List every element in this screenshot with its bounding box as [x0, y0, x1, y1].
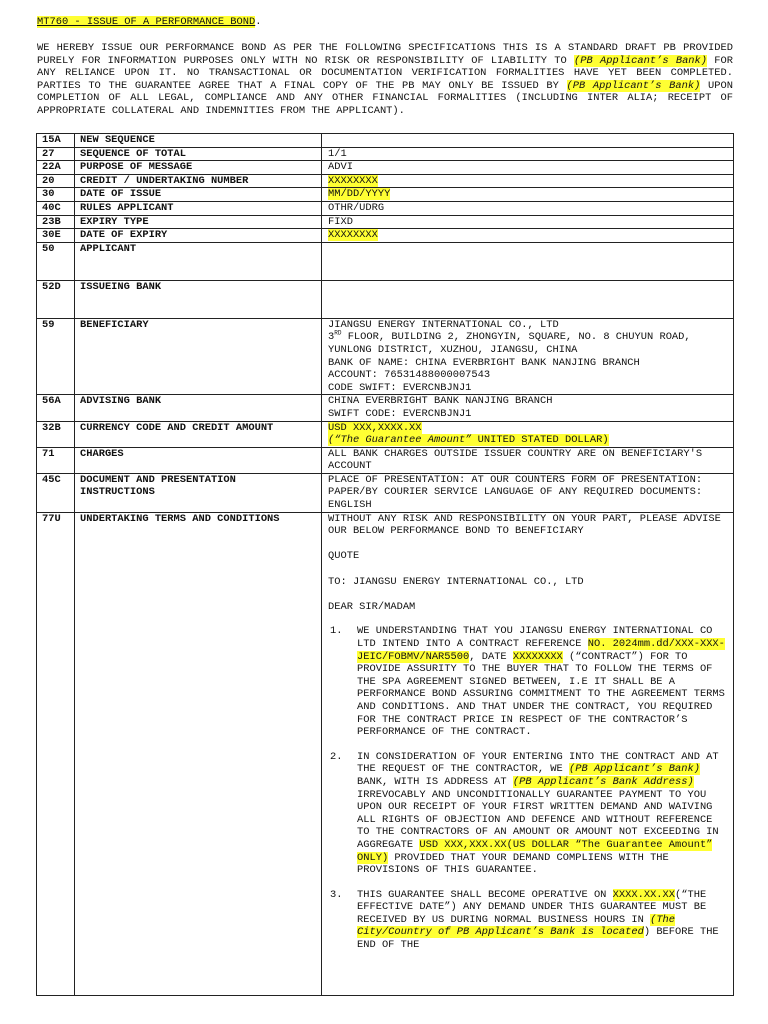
field-code: 22A: [37, 161, 75, 175]
field-label: CURRENCY CODE AND CREDIT AMOUNT: [75, 421, 322, 447]
title-text: MT760 - ISSUE OF A PERFORMANCE BOND: [37, 16, 256, 28]
table-row: [37, 201, 734, 215]
intro-part1: WE HEREBY ISSUE OUR PERFORMANCE BOND AS PER THE FOLLOWING SPECIFICATIONS THIS IS A STANDARD DRAFT PB PROVIDED PURELY FOR INFORMATION PURPOSES ONLY WITH NO RISK OR RESPONSIBILITY OF LIABILITY TO: [37, 42, 733, 67]
beneficiary-name: JIANGSU ENERGY INTERNATIONAL CO., LTD: [328, 318, 559, 331]
table-row: [37, 512, 734, 995]
field-value: [322, 280, 734, 318]
item-number: 2.: [330, 750, 343, 763]
field-label: ISSUEING BANK: [75, 280, 322, 318]
table-row: [37, 473, 734, 512]
mt760-fields-table: [36, 133, 734, 996]
table-row: [37, 174, 734, 188]
field-code: 50: [37, 242, 75, 280]
item-number: 1.: [330, 625, 343, 638]
intro-highlight-1: (PB Applicant’s Bank): [574, 54, 708, 67]
table-row: [37, 161, 734, 175]
field-code: 27: [37, 147, 75, 161]
field-code: 71: [37, 447, 75, 473]
field-code: 20: [37, 174, 75, 188]
field-value: OTHR/UDRG: [322, 201, 734, 215]
amount-description: (“The Guarantee Amount” UNITED STATED DOLLAR): [328, 434, 609, 447]
quote-label: QUOTE: [328, 550, 360, 563]
intro-paragraph: [37, 42, 733, 118]
field-label: NEW SEQUENCE: [75, 134, 322, 148]
field-code: 40C: [37, 201, 75, 215]
undertaking-number: XXXXXXXX: [328, 174, 378, 187]
field-value: 1/1: [322, 147, 734, 161]
field-code: 30: [37, 188, 75, 202]
intro-part3: UPON COMPLETION OF ALL LEGAL, COMPLIANCE AND ANY OTHER FINANCIAL FORMALITIES (INCLUDING INTER ALIA; RECEIPT OF APPROPRIATE COLLATERAL AND INDEMNITIES FROM THE APPLICANT).: [37, 79, 733, 117]
table-row: [37, 421, 734, 447]
advising-bank-details: [322, 395, 734, 421]
field-code: 32B: [37, 421, 75, 447]
beneficiary-swift: CODE SWIFT: EVERCNBJNJ1: [328, 381, 472, 394]
field-code: 23B: [37, 215, 75, 229]
table-row: [37, 188, 734, 202]
field-label: RULES APPLICANT: [75, 201, 322, 215]
field-label: DOCUMENT AND PRESENTATION INSTRUCTIONS: [75, 473, 322, 512]
table-row: [37, 395, 734, 421]
field-value: PLACE OF PRESENTATION: AT OUR COUNTERS FORM OF PRESENTATION: PAPER/BY COURIER SERVICE LANGUAGE OF ANY REQUIRED DOCUMENTS: ENGLISH: [322, 473, 734, 512]
field-value: ALL BANK CHARGES OUTSIDE ISSUER COUNTRY ARE ON BENEFICIARY'S ACCOUNT: [322, 447, 734, 473]
field-label: UNDERTAKING TERMS AND CONDITIONS: [75, 512, 322, 995]
field-code: 15A: [37, 134, 75, 148]
field-label: EXPIRY TYPE: [75, 215, 322, 229]
field-label: ADVISING BANK: [75, 395, 322, 421]
expiry-date: XXXXXXXX: [328, 229, 378, 242]
intro-highlight-2: (PB Applicant’s Bank): [566, 79, 701, 92]
terms-intro: WITHOUT ANY RISK AND RESPONSIBILITY ON YOUR PART, PLEASE ADVISE OUR BELOW PERFORMANCE BOND TO BENEFICIARY: [328, 512, 721, 538]
list-item: [328, 625, 728, 738]
beneficiary-address: 3RD FLOOR, BUILDING 2, ZHONGYIN, SQUARE, NO. 8 CHUYUN ROAD, YUNLONG DISTRICT, XUZHOU, JIANGSU, CHINA: [328, 329, 691, 356]
field-code: 30E: [37, 229, 75, 243]
item-number: 3.: [330, 888, 343, 901]
field-value: [322, 134, 734, 148]
field-label: APPLICANT: [75, 242, 322, 280]
terms-list: [328, 625, 728, 951]
list-item: [328, 889, 728, 952]
item-text: IN CONSIDERATION OF YOUR ENTERING INTO THE CONTRACT AND AT THE REQUEST OF THE CONTRACTOR, WE (PB Applicant’s Bank) BANK, WITH IS ADDRESS AT (PB Applicant’s Bank Address) IRREVOCABLY AND UNCONDITIONALLY GUARANTEE PAYMENT TO YOU UPON OUR RECEIPT OF YOUR FIRST WRITTEN DEMAND AND WAIVING ALL RIGHTS OF OBJECTION AND DEFENCE AND WITHOUT REFERENCE TO THE CONTRACTORS OF AN AMOUNT OR AMOUNT NOT EXCEEDING IN AGGREGATE USD XXX,XXX.XX(US DOLLAR “The Guarantee Amount” ONLY) PROVIDED THAT YOUR DEMAND COMPLIENS WITH THE PROVISIONS OF THIS GUARANTEE.: [357, 750, 719, 877]
field-value: ADVI: [322, 161, 734, 175]
salutation: DEAR SIR/MADAM: [328, 600, 416, 613]
beneficiary-details: [322, 318, 734, 395]
table-row: [37, 280, 734, 318]
advising-bank-name: CHINA EVERBRIGHT BANK NANJING BRANCH: [328, 395, 553, 408]
table-row: [37, 242, 734, 280]
field-code: 45C: [37, 473, 75, 512]
field-value: [322, 229, 734, 243]
document-title: [37, 16, 262, 29]
table-row: [37, 134, 734, 148]
amount-value: USD XXX,XXXX.XX: [328, 421, 422, 434]
field-label: PURPOSE OF MESSAGE: [75, 161, 322, 175]
field-value: [322, 242, 734, 280]
title-suffix: .: [255, 16, 262, 28]
advising-bank-swift: SWIFT CODE: EVERCNBJNJ1: [328, 407, 472, 420]
item-text: WE UNDERSTANDING THAT YOU JIANGSU ENERGY INTERNATIONAL CO LTD INTEND INTO A CONTRACT REFERENCE NO. 2024mm.dd/XXX-XXX-JEIC/FOBMV/NAR5500, DATE XXXXXXXX (“CONTRACT”) FOR TO PROVIDE ASSURITY TO THE BUYER THAT TO FOLLOW THE TERMS OF THE SPA AGREEMENT SIGNED BETWEEN, I.E IT SHALL BE A PERFORMANCE BOND ASSURING COMMITMENT TO THE AGREEMENT TERMS AND CONDITIONS. AND THAT UNDER THE CONTRACT, YOU REQUIRED FOR THE CONTRACT PRICE IN RESPECT OF THE CONTRACTOR’S PERFORMANCE OF THE CONTRACT.: [357, 625, 725, 739]
field-label: SEQUENCE OF TOTAL: [75, 147, 322, 161]
undertaking-terms: [322, 512, 734, 995]
field-code: 56A: [37, 395, 75, 421]
item-text: THIS GUARANTEE SHALL BECOME OPERATIVE ON XXXX.XX.XX(“THE EFFECTIVE DATE”) ANY DEMAND UNDER THIS GUARANTEE MUST BE RECEIVED BY US DURING NORMAL BUSINESS HOURS IN (The City/Country of PB Applicant’s Bank is located) BEFORE THE END OF THE: [357, 888, 719, 952]
field-code: 59: [37, 318, 75, 395]
field-label: DATE OF EXPIRY: [75, 229, 322, 243]
list-item: [328, 751, 728, 877]
field-code: 77U: [37, 512, 75, 995]
beneficiary-account: ACCOUNT: 76531488000007543: [328, 369, 491, 382]
field-label: CHARGES: [75, 447, 322, 473]
field-label: CREDIT / UNDERTAKING NUMBER: [75, 174, 322, 188]
intro-part2: FOR ANY RELIANCE UPON IT. NO TRANSACTIONAL OR DOCUMENTATION VERIFICATION FORMALITIES HAVE YET BEEN COMPLETED. PARTIES TO THE GUARANTEE AGREE THAT A FINAL COPY OF THE PB MAY ONLY BE ISSUED BY: [37, 54, 733, 92]
table-row: [37, 147, 734, 161]
field-code: 52D: [37, 280, 75, 318]
field-label: DATE OF ISSUE: [75, 188, 322, 202]
table-row: [37, 447, 734, 473]
field-label: BENEFICIARY: [75, 318, 322, 395]
table-row: [37, 215, 734, 229]
beneficiary-bank: BANK OF NAME: CHINA EVERBRIGHT BANK NANJING BRANCH: [328, 356, 640, 369]
table-row: [37, 318, 734, 395]
field-value: FIXD: [322, 215, 734, 229]
field-value: [322, 174, 734, 188]
field-value: [322, 188, 734, 202]
credit-amount: [322, 421, 734, 447]
issue-date: MM/DD/YYYY: [328, 188, 391, 201]
table-row: [37, 229, 734, 243]
addressee: TO: JIANGSU ENERGY INTERNATIONAL CO., LTD: [328, 575, 584, 588]
